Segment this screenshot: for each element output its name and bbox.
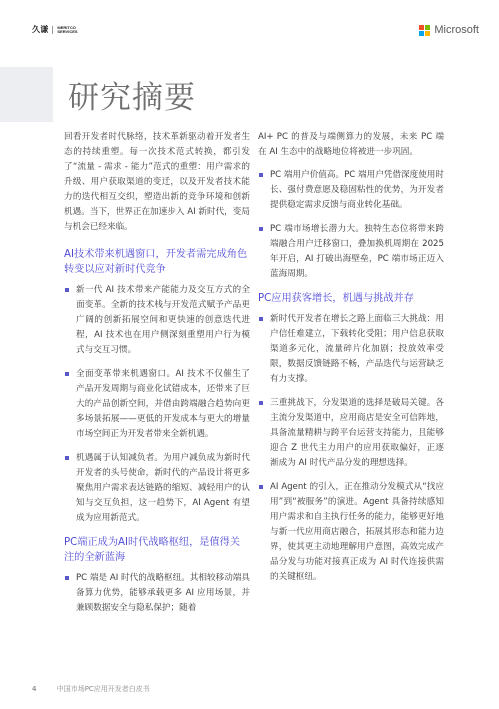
page-header: [0, 0, 499, 60]
meritco-logo-mark: 久谦: [32, 25, 49, 34]
bullet-item: AI Agent 的引入，正在推动分发模式从“找应用”到“被服务”的演进。Agent 具备持续感知用户需求和自主执行任务的能力，能够更好地与新一代应用商店融合，拓展其形态和能力边界，使其更主动地理解用户意图，高效完成产品分发与功能对接真正成为 AI 时代连接供需的关键枢纽。: [258, 480, 444, 585]
meritco-logo-subtext: MERITCO SERVICES: [57, 24, 78, 34]
title-accent-block: [0, 67, 53, 122]
continuation-paragraph: AI+ PC 的普及与端侧算力的发展，未来 PC 端在 AI 生态中的战略地位将被进一步巩固。: [258, 132, 444, 157]
bullet-item: 全面变革带来机遇窗口。AI 技术不仅催生了产品开发周期与商业化试错成本，还带来了巨大的产品创新空间，并借由跨端融合趋势向更多场景拓展——更低的开发成本与更大的增量市场空间正为开发者带来全新机遇。: [64, 367, 250, 442]
microsoft-logo: [419, 24, 479, 36]
intro-paragraph: 回看开发者时代脉络，技术革新驱动着开发者生态的持续重塑。每一次技术范式转换，都引发了“流量 - 需求 - 能力”范式的重塑：用户需求的升级、用户获取渠道的变迁，以及开发者技术能力的迭代相互交织，塑造出新的竞争环境和创新机遇。当下，世界正在加速步入 AI 新时代，变局与机会已经来临。: [64, 132, 250, 232]
page-number: 4: [32, 685, 37, 693]
bullet-item: 新一代 AI 技术带来产能能力及交互方式的全面变革。全新的技术栈与开发范式赋予产品更广阔的创新拓展空间和更快速的创意迭代进程，AI 技术也在用户侧深刻重塑用户行为模式与交互习惯。: [64, 283, 250, 358]
microsoft-logo-icon: [419, 25, 430, 36]
page-title: 研究摘要: [68, 80, 196, 116]
bullet-item: 三重挑战下，分发渠道的选择是破局关键。各主流分发渠道中，应用商店是安全可信阵地，具备流量精耕与跨平台运营支持能力，且能够迎合 Z 世代主力用户的应用获取偏好，正逐渐成为 AI 时代产品分发的理想选择。: [258, 396, 444, 471]
left-column: [64, 130, 250, 625]
page-footer: [32, 684, 150, 694]
bullet-item: PC 端用户价值高。PC 端用户凭借深度使用时长、强付费意愿及稳固粘性的优势，为开发者提供稳定需求反馈与商业转化基础。: [258, 168, 444, 213]
bullet-item: PC 端市场增长潜力大。独特生态位将带来跨端融合用户迁移窗口，叠加换机周期在 2025 年开启，AI 打破出海壁垒，PC 端市场正迈入蓝海周期。: [258, 222, 444, 282]
footer-title: 中国市场PC应用开发者白皮书: [56, 685, 150, 693]
logo-divider: [52, 26, 53, 34]
bullet-item: 机遇属于认知减负者。为用户减负成为新时代开发者的头号使命，新时代的产品设计将更多聚焦用户需求表达链路的缩短、减轻用户的认知与交互负担，这一趋势下，AI Agent 有望成为应用新范式。: [64, 451, 250, 526]
microsoft-logo-text: Microsoft: [434, 24, 479, 36]
section-heading-ai-opportunity: AI技术带来机遇窗口，开发者需完成角色转变以应对新时代竞争: [64, 249, 248, 275]
section-heading-growth: PC应用获客增长，机遇与挑战并存: [258, 293, 414, 304]
bullet-item: 新时代开发者在增长之路上面临三大挑战：用户信任难建立，下载转化受阻；用户信息获取渠道多元化，流量碎片化加剧；投放效率受限，数据反馈链路不畅，产品迭代与运营缺乏有力支撑。: [258, 312, 444, 387]
bullet-item: PC 端是 AI 时代的战略枢纽。其相较移动端具备算力优势，能够承载更多 AI 应用场景，并兼顾数据安全与隐私保护；随着: [64, 571, 250, 616]
meritco-logo: [32, 24, 79, 35]
section-heading-pc-hub: PC端正成为AI时代战略枢纽，是值得关注的全新蓝海: [64, 537, 241, 563]
right-column: [258, 130, 444, 594]
